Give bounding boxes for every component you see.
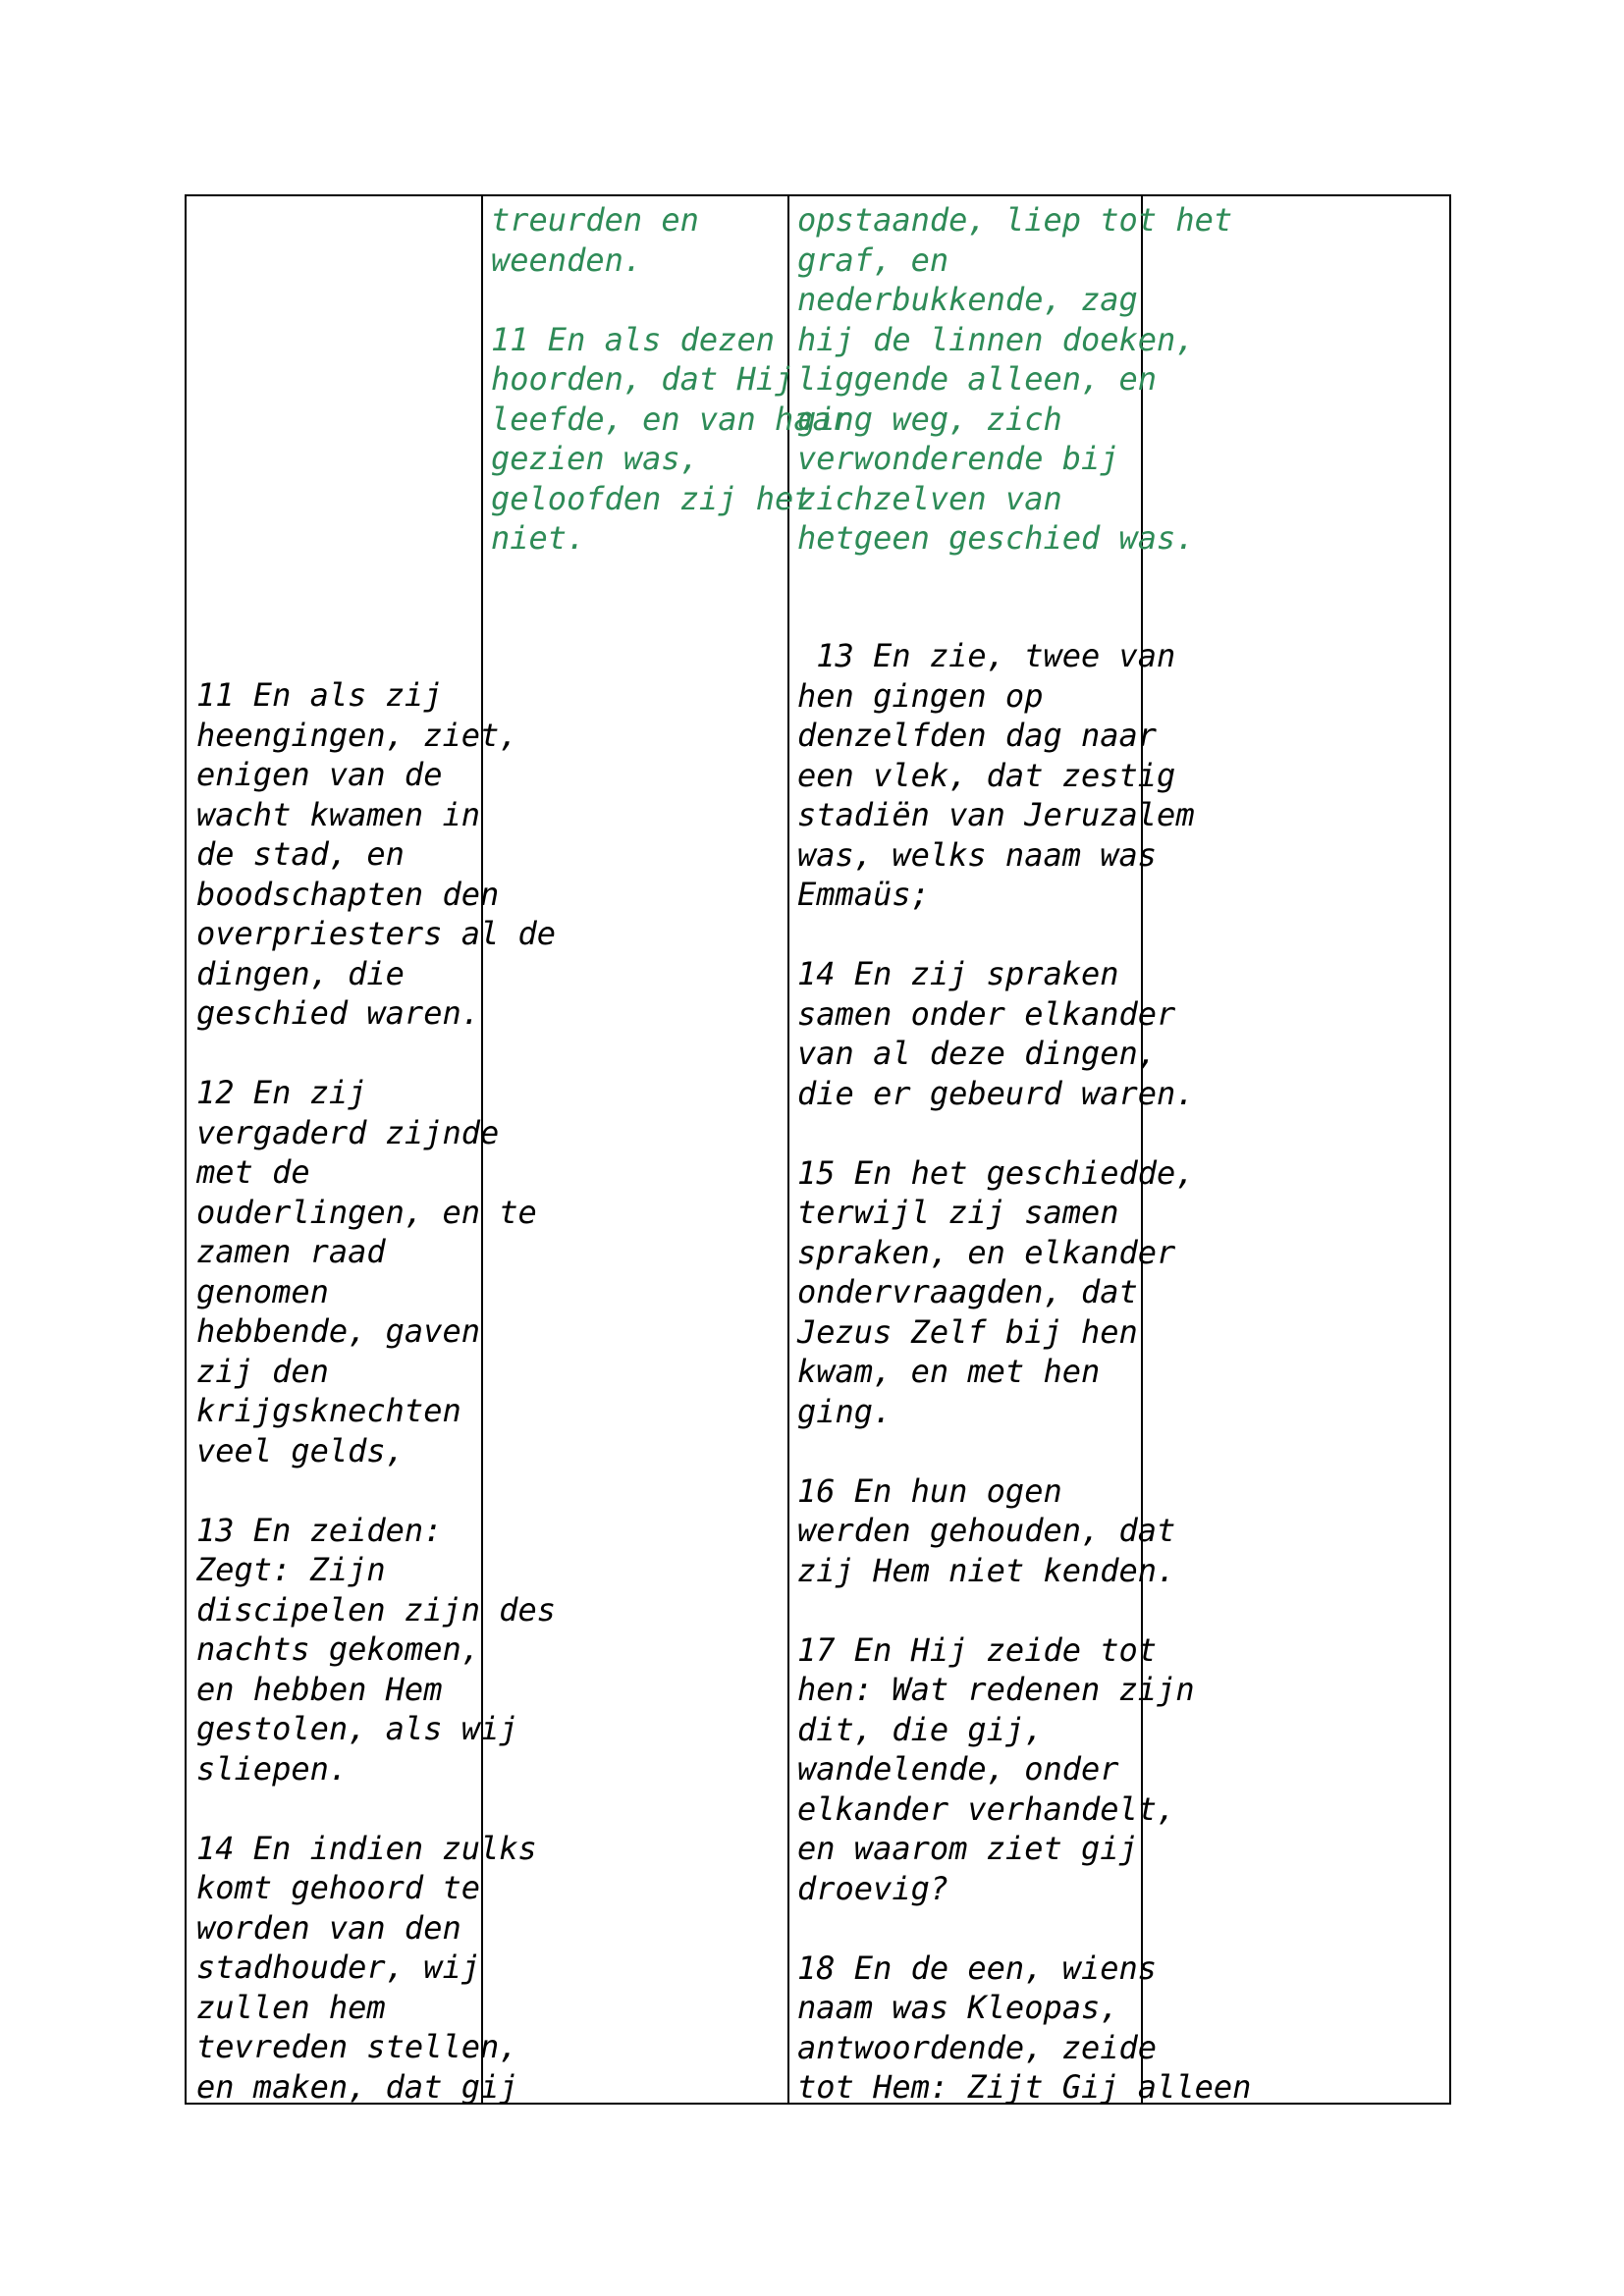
- comparison-table: [185, 194, 1451, 2105]
- column-3-green-text: opstaande, liep tot het graf, en nederbukkende, zag hij de linnen doeken, liggende alleen, en ging weg, zich verwonderende bij zichzelven van hetgeen geschied was.: [797, 201, 1233, 557]
- column-1-text: 11 En als zij heengingen, ziet, enigen van de wacht kwamen in de stad, en boodschapten den overpriesters al de dingen, die geschied waren. 12 En zij vergaderd zijnde met de ouderlingen, en te zamen raad genomen hebbende, gaven zij den krijgsknechten veel gelds, 13 En zeiden: Zegt: Zijn discipelen zijn des nachts gekomen, en hebben Hem gestolen, als wij sliepen. 14 En indien zulks komt gehoord te worden van den stadhouder, wij zullen hem tevreden stellen, en maken, dat gij: [196, 676, 557, 2106]
- column-3-text: 13 En zie, twee van hen gingen op denzelfden dag naar een vlek, dat zestig stadiën van Jeruzalem was, welks naam was Emmaüs; 14 En zij spraken samen onder elkander van al deze dingen, die er gebeurd waren. 15 En het geschiedde, terwijl zij samen spraken, en elkander ondervraagden, dat Jezus Zelf bij hen kwam, en met hen ging. 16 En hun ogen werden gehouden, dat zij Hem niet kenden. 17 En Hij zeide tot hen: Wat redenen zijn dit, die gij, wandelende, onder elkander verhandelt, en waarom ziet gij droevig? 18 En de een, wiens naam was Kleopas, antwoordende, zeide tot Hem: Zijt Gij alleen: [797, 637, 1252, 2106]
- column-4-empty-cell: [1143, 196, 1449, 2103]
- column-2-text: treurden en weenden. 11 En als dezen hoorden, dat Hij leefde, en van haar gezien was, geloofden zij het niet.: [491, 201, 851, 557]
